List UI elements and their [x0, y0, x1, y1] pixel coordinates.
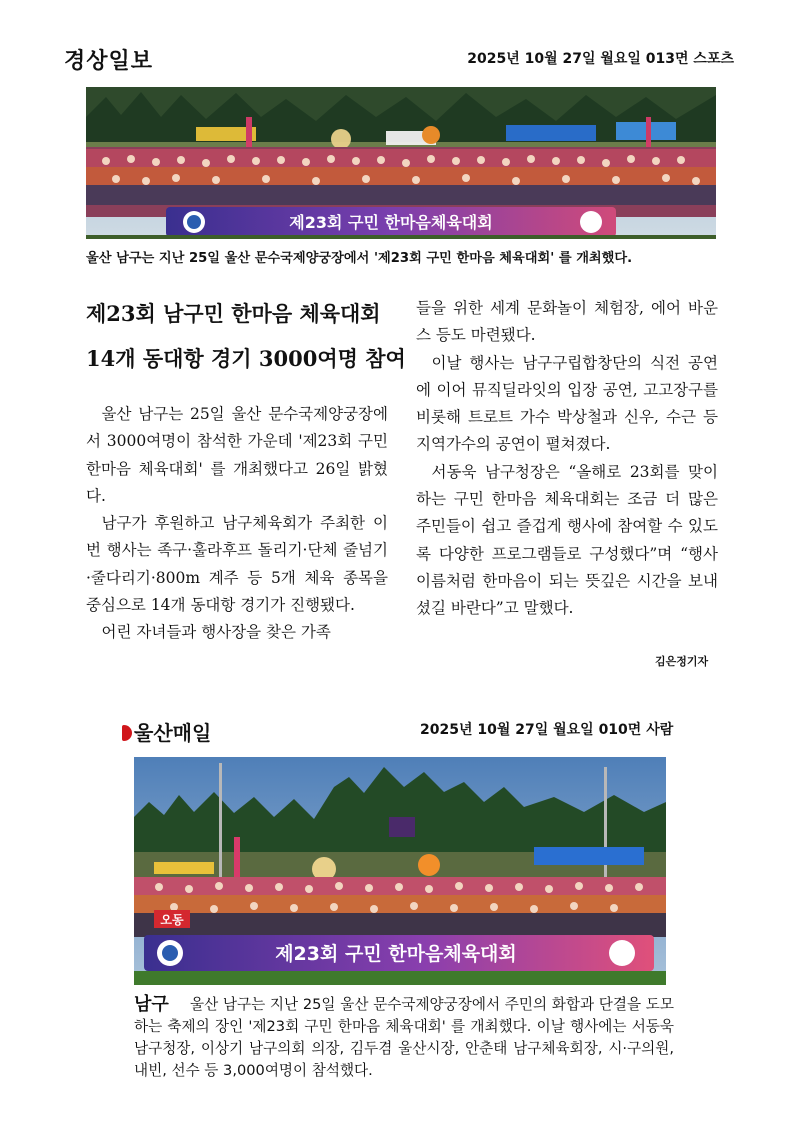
paragraph: 어린 자녀들과 행사장을 찾은 가족 [101, 623, 331, 642]
paragraph: 이날 행사는 남구구립합창단의 식전 공연에 이어 뮤직딜라잇의 입장 공연, 고고장구를 비롯해 트로트 가수 박상철과 신우, 수근 등 지역가수의 공연이 펼쳐졌다. [416, 353, 718, 454]
newspaper-logo-ulsanmaeil [122, 717, 211, 746]
logo-text: 울산매일 [134, 721, 212, 745]
article-column-2 [416, 295, 718, 623]
caption-tag: 남구 [134, 994, 169, 1015]
paragraph: 울산 남구는 25일 울산 문수국제양궁장에서 3000여명이 참석한 가운데 '제23회 구민 한마음 체육대회' 를 개최했다고 26일 밝혔다. [86, 405, 388, 505]
photo-caption-1: 울산 남구는 지난 25일 울산 문수국제양궁장에서 '제23회 구민 한마음 체육대회' 를 개최했다. [86, 251, 633, 266]
paragraph: 남구가 후원하고 남구체육회가 주최한 이번 행사는 족구·훌라후프 돌리기·단체 줄넘기·줄다리기·800m 계주 등 5개 체육 종목을 중심으로 14개 동대항 경기가 진행됐다. [86, 514, 388, 615]
event-photo-1 [86, 87, 716, 239]
article-column-1 [86, 401, 388, 647]
paragraph: 들을 위한 세계 문화놀이 체험장, 에어 바운스 등도 마련됐다. [416, 299, 718, 345]
paragraph: 서동욱 남구청장은 “올해로 23회를 맞이하는 구민 한마음 체육대회는 조금 더 많은 주민들이 쉽고 즐겁게 행사에 참여할 수 있도록 다양한 프로그램들로 구성했다”며 “행사 이름처럼 한마음이 되는 뜻깊은 시간을 보내셨길 바란다”고 말했다. [416, 462, 718, 618]
caption-body: 울산 남구는 지난 25일 울산 문수국제양궁장에서 주민의 화합과 단결을 도모하는 축제의 장인 '제23회 구민 한마음 체육대회' 를 개최했다. 이날 행사에는 서동욱 남구청장, 이상기 남구의회 의장, 김두겸 울산시장, 안춘태 남구체육회장, 시·구의원, 내빈, 선수 등 3,000여명이 참석했다. [134, 996, 675, 1079]
photo1-banner-text: 제23회 구민 한마음체육대회 [289, 213, 493, 232]
dateline-1: 2025년 10월 27일 월요일 013면 스포츠 [467, 51, 734, 67]
photo-caption-2 [134, 994, 674, 1082]
event-photo-2 [134, 757, 666, 985]
dateline-2: 2025년 10월 27일 월요일 010면 사람 [420, 722, 674, 738]
photo2-sign-text: 오동 [160, 913, 184, 927]
headline-main: 제23회 남구민 한마음 체육대회 [86, 301, 381, 326]
byline: 김은정기자 [655, 655, 709, 668]
headline-sub: 14개 동대항 경기 3000여명 참여 [86, 346, 406, 371]
logo-mark-icon [122, 725, 132, 741]
photo2-banner-text: 제23회 구민 한마음체육대회 [275, 943, 517, 965]
newspaper-logo-gyeongsang: 경상일보 [64, 49, 154, 74]
